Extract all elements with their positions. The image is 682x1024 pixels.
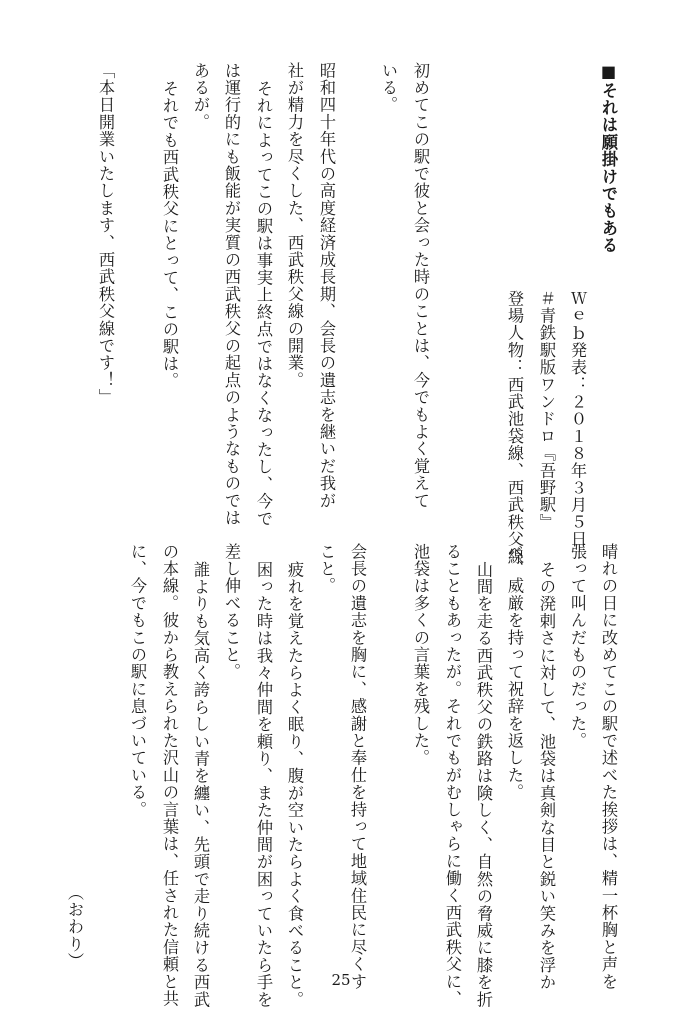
page-number: 25 bbox=[331, 971, 351, 989]
text-line: あるが。 bbox=[191, 62, 210, 131]
text-line: 昭和四十年代の高度経済成長期、会長の遺志を継いだ我が bbox=[317, 62, 336, 510]
section-title: ■それは願掛けでもある bbox=[599, 62, 618, 254]
text-line: 張って叫んだものだった。 bbox=[568, 543, 587, 750]
text-line: 「本日開業いたします、西武秩父線です！」 bbox=[96, 62, 115, 406]
text-line: 池袋は多くの言葉を残した。 bbox=[411, 543, 430, 767]
text-line: 山間を走る西武秩父の鉄路は険しく、自然の脅威に膝を折 bbox=[474, 561, 493, 1009]
text-line: 困った時は我々仲間を頼り、また仲間が困っていたら手を bbox=[254, 561, 273, 1009]
text-line: ることもあったが。それでもがむしゃらに働く西武秩父に、 bbox=[443, 543, 462, 1008]
text-line: それでも西武秩父にとって、この駅は。 bbox=[160, 80, 179, 390]
text-line: べ、威厳を持って祝辞を返した。 bbox=[505, 543, 524, 801]
ending-mark: （おわり） bbox=[65, 884, 84, 970]
text-line: は運行的にも飯能が実質の西武秩父の起点のようなものでは bbox=[222, 62, 241, 527]
text-line: いる。 bbox=[379, 62, 398, 114]
text-line: 差し伸べること。 bbox=[222, 543, 241, 681]
publication-info: Ｗｅｂ発表：２０１８年３月５日 bbox=[568, 290, 587, 548]
text-line: 晴れの日に改めてこの駅で述べた挨拶は、精一杯胸と声を bbox=[599, 543, 618, 991]
text-line: 社が精力を尽くした、西武秩父線の開業。 bbox=[285, 62, 304, 389]
text-line: の本線。彼から教えられた沢山の言葉は、任された信頼と共 bbox=[160, 543, 179, 1008]
text-line: 誰よりも気高く誇らしい青を纏い、先頭で走り続ける西武 bbox=[191, 561, 210, 1009]
text-line: 疲れを覚えたらよく眠り、腹が空いたらよく食べること。 bbox=[285, 561, 304, 1009]
text-line: 初めてこの駅で彼と会った時のことは、今でもよく覚えて bbox=[411, 62, 430, 510]
text-line: 会長の遺志を胸に、感謝と奉仕を持って地域住民に尽くす bbox=[348, 543, 367, 991]
character-list: 登場人物：西武池袋線、西武秩父線 bbox=[505, 290, 524, 566]
text-line: こと。 bbox=[317, 543, 336, 595]
text-line: それによってこの駅は事実上終点ではなくなったし、今で bbox=[254, 80, 273, 528]
text-line: に、今でもこの駅に息づいている。 bbox=[128, 543, 147, 819]
text-line: その溌剌さに対して、池袋は真剣な目と鋭い笑みを浮か bbox=[537, 561, 556, 991]
event-info: ＃青鉄駅版ワンドロ『吾野駅』 bbox=[537, 290, 556, 531]
